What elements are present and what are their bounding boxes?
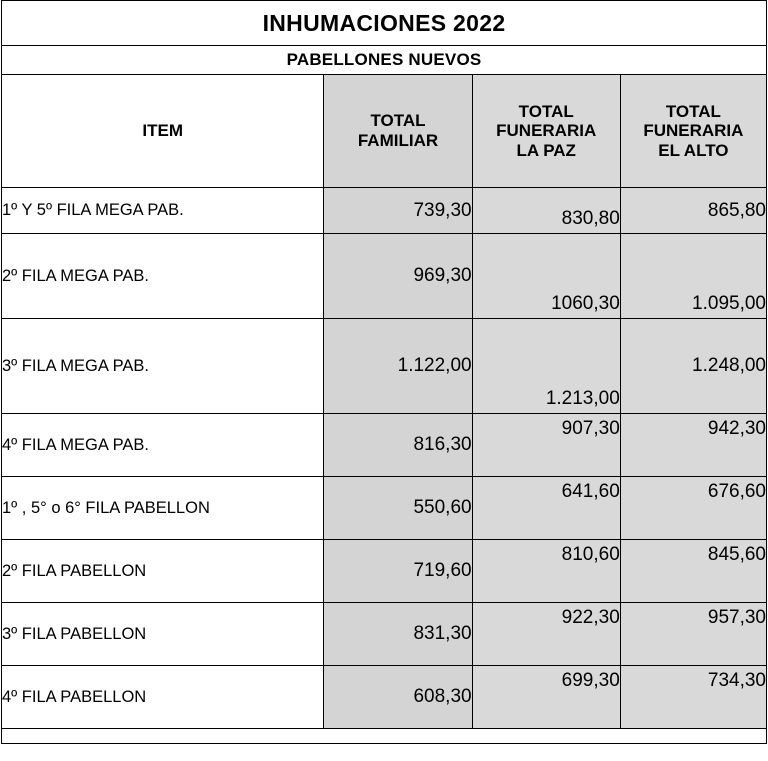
- row-total-funeraria-el-alto: 845,60: [620, 540, 766, 603]
- title-row: [2, 1, 767, 46]
- row-total-funeraria-el-alto: 942,30: [620, 414, 766, 477]
- row-total-familiar: 719,60: [324, 540, 472, 603]
- table-footer-spacer-row: [2, 729, 767, 744]
- column-header-funeraria-el-alto-line1: TOTAL: [665, 101, 721, 121]
- row-total-familiar: 1.122,00: [324, 319, 472, 414]
- row-item-label: 1º , 5° o 6° FILA PABELLON: [2, 477, 324, 540]
- row-item-label: 4º FILA PABELLON: [2, 666, 324, 729]
- column-header-total-familiar-line1: TOTAL: [370, 111, 426, 131]
- row-total-funeraria-la-paz: 830,80: [472, 188, 620, 234]
- column-header-funeraria-el-alto: [620, 75, 766, 188]
- page-title: INHUMACIONES 2022: [2, 1, 767, 46]
- row-total-funeraria-el-alto: 1.248,00: [620, 319, 766, 414]
- table-row: [2, 414, 767, 477]
- row-total-familiar: 608,30: [324, 666, 472, 729]
- row-item-label: 1º Y 5º FILA MEGA PAB.: [2, 188, 324, 234]
- column-header-total-familiar-line2: FAMILIAR: [357, 131, 439, 150]
- row-total-funeraria-el-alto: 865,80: [620, 188, 766, 234]
- row-total-funeraria-la-paz: 641,60: [472, 477, 620, 540]
- row-total-funeraria-la-paz: 907,30: [472, 414, 620, 477]
- table-row: [2, 319, 767, 414]
- row-total-funeraria-el-alto: 957,30: [620, 603, 766, 666]
- row-total-familiar: 739,30: [324, 188, 472, 234]
- row-total-familiar: 550,60: [324, 477, 472, 540]
- column-header-funeraria-el-alto-line2: FUNERARIA: [643, 121, 744, 141]
- column-header-funeraria-la-paz-line3: LA PAZ: [516, 140, 576, 160]
- column-header-item: ITEM: [2, 75, 324, 188]
- footer-spacer-cell: [2, 729, 767, 744]
- page-subtitle: PABELLONES NUEVOS: [2, 46, 767, 75]
- row-total-familiar: 969,30: [324, 234, 472, 319]
- row-item-label: 2º FILA MEGA PAB.: [2, 234, 324, 319]
- column-header-funeraria-el-alto-line3: EL ALTO: [658, 140, 729, 160]
- column-header-funeraria-la-paz: [472, 75, 620, 188]
- column-header-funeraria-la-paz-line1: TOTAL: [518, 101, 574, 121]
- row-item-label: 3º FILA PABELLON: [2, 603, 324, 666]
- subtitle-row: [2, 46, 767, 75]
- column-header-total-familiar: [324, 75, 472, 188]
- column-header-funeraria-la-paz-line2: FUNERARIA: [496, 121, 597, 141]
- table-row: [2, 477, 767, 540]
- row-total-familiar: 831,30: [324, 603, 472, 666]
- row-item-label: 4º FILA MEGA PAB.: [2, 414, 324, 477]
- row-item-label: 3º FILA MEGA PAB.: [2, 319, 324, 414]
- table-row: [2, 603, 767, 666]
- row-total-funeraria-la-paz: 1.213,00: [472, 319, 620, 414]
- row-total-funeraria-la-paz: 1060,30: [472, 234, 620, 319]
- table-row: [2, 234, 767, 319]
- table-row: [2, 188, 767, 234]
- row-item-label: 2º FILA PABELLON: [2, 540, 324, 603]
- row-total-funeraria-la-paz: 922,30: [472, 603, 620, 666]
- row-total-funeraria-la-paz: 810,60: [472, 540, 620, 603]
- table-row: [2, 666, 767, 729]
- table-header-row: [2, 75, 767, 188]
- row-total-funeraria-la-paz: 699,30: [472, 666, 620, 729]
- table-row: [2, 540, 767, 603]
- row-total-funeraria-el-alto: 1.095,00: [620, 234, 766, 319]
- row-total-funeraria-el-alto: 676,60: [620, 477, 766, 540]
- row-total-familiar: 816,30: [324, 414, 472, 477]
- inhumaciones-price-table: [1, 0, 767, 744]
- row-total-funeraria-el-alto: 734,30: [620, 666, 766, 729]
